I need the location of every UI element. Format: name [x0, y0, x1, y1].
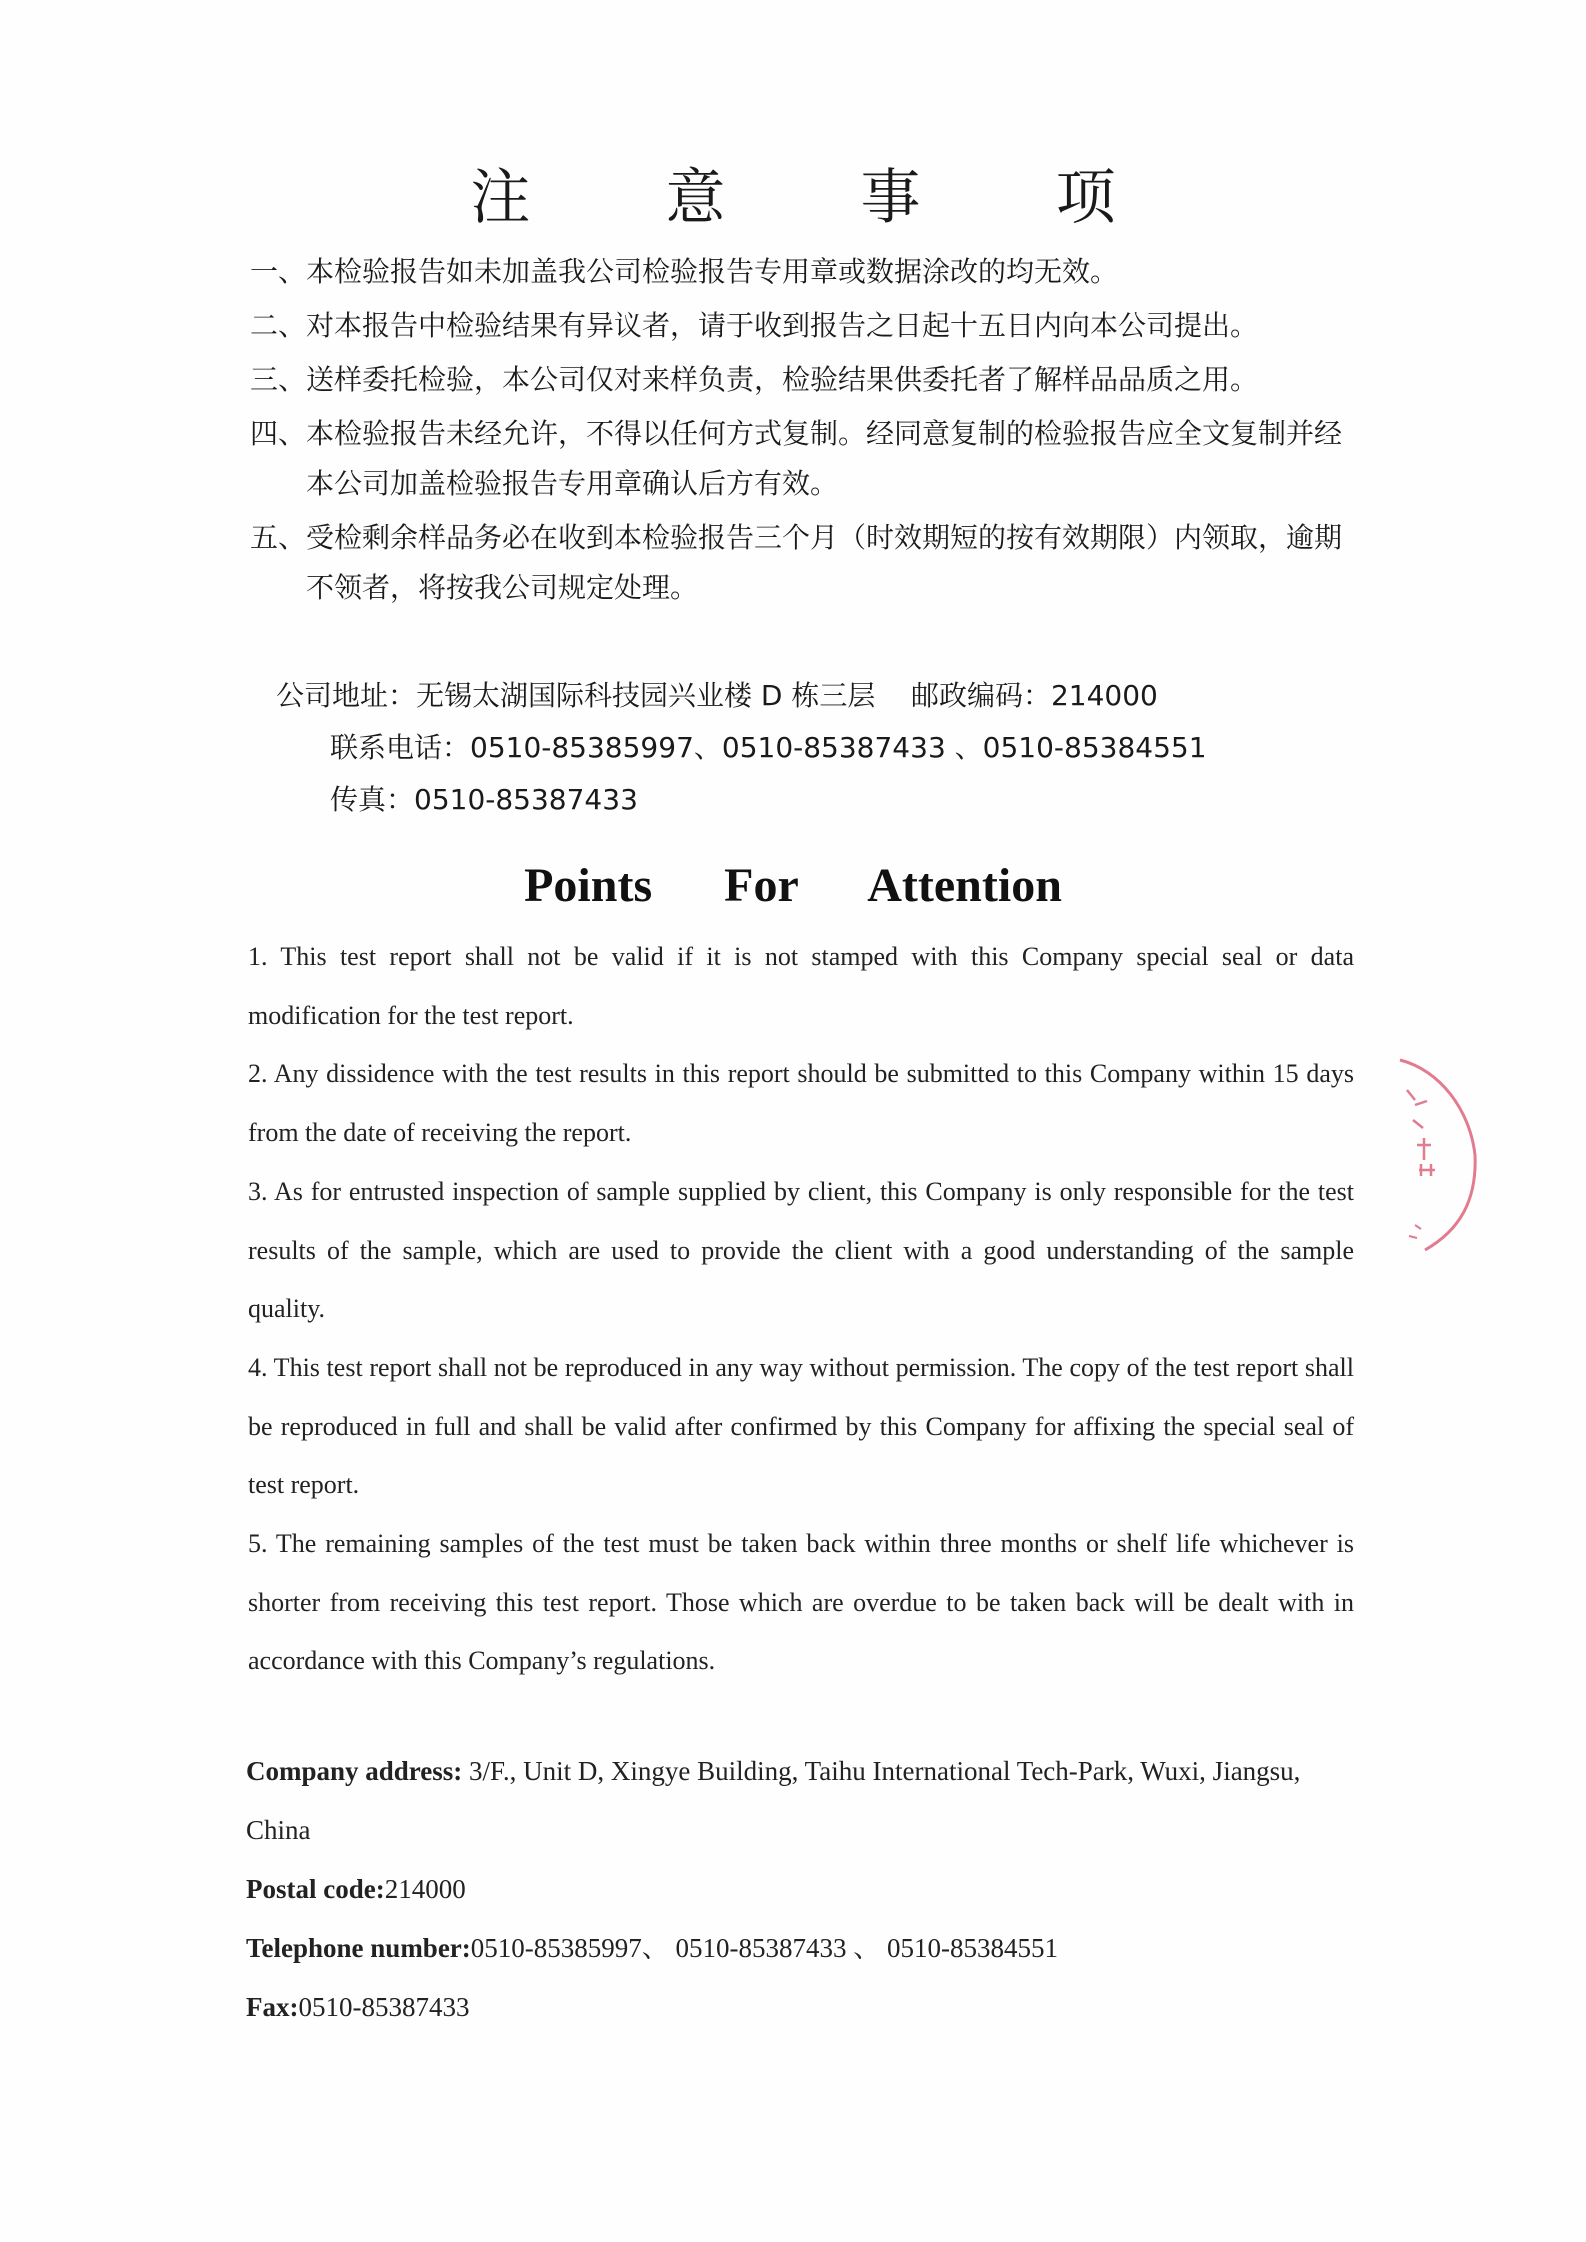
cn-notice-text: 受检剩余样品务必在收到本检验报告三个月（时效期短的按有效期限）内领取，逾期不领者，将按我公司规定处理。 — [306, 521, 1343, 604]
cn-fax-line: 传真：0510-85387433 — [330, 783, 638, 816]
en-fax-label: Fax: — [246, 1992, 299, 2022]
en-notice-item: 2. Any dissidence with the test results in this report should be submitted to this Company within 15 days from the date of receiving the report. — [248, 1059, 1354, 1148]
cn-notice-number: 二、 — [250, 309, 307, 342]
en-address — [246, 1742, 1356, 1860]
en-notice-item: 5. The remaining samples of the test must be taken back within three months or shelf life whichever is shorter from receiving this test report. Those which are overdue to be taken back will be dealt with in accordance with this Company’s regulations. — [248, 1529, 1354, 1676]
en-postal-label: Postal code: — [246, 1874, 385, 1904]
cn-notice-text: 本检验报告如未加盖我公司检验报告专用章或数据涂改的均无效。 — [306, 255, 1119, 288]
cn-notice-item — [250, 355, 1360, 405]
en-notice-item: 3. As for entrusted inspection of sample supplied by client, this Company is only responsible for the test results of the sample, which are used to provide the client with a good understanding of the sample quality. — [248, 1176, 1354, 1324]
cn-notice-item — [250, 409, 1360, 509]
cn-notice-number: 五、 — [250, 521, 307, 554]
en-notice-list — [248, 928, 1354, 1691]
cn-notice-text: 送样委托检验，本公司仅对来样负责，检验结果供委托者了解样品品质之用。 — [306, 363, 1259, 396]
cn-page-title: 注 意 事 项 — [470, 163, 1174, 233]
en-postal-code — [246, 1860, 1356, 1919]
en-address-label: Company address: — [246, 1756, 463, 1786]
en-phone-label: Telephone number: — [246, 1933, 471, 1963]
en-fax — [246, 1978, 1356, 2037]
cn-notice-item — [250, 247, 1360, 297]
cn-phone-line: 联系电话：0510-85385997、0510-85387433 、0510-85384551 — [330, 731, 1207, 764]
en-address-value: 3/F., Unit D, Xingye Building, Taihu International Tech-Park, Wuxi, Jiangsu, China — [246, 1756, 1301, 1845]
cn-notice-item — [250, 513, 1360, 613]
cn-notice-number: 三、 — [250, 363, 307, 396]
en-notice-item: 4. This test report shall not be reproduced in any way without permission. The copy of the test report shall be reproduced in full and shall be valid after confirmed by this Company for affixing the special seal of test report. — [248, 1352, 1354, 1500]
en-telephone — [246, 1919, 1356, 1978]
en-fax-value: 0510-85387433 — [298, 1992, 470, 2022]
cn-notice-number: 四、 — [250, 417, 307, 450]
cn-notice-item — [250, 301, 1360, 351]
cn-notice-text: 本检验报告未经允许，不得以任何方式复制。经同意复制的检验报告应全文复制并经本公司加盖检验报告专用章确认后方有效。 — [306, 417, 1343, 500]
en-contact-block — [246, 1742, 1356, 2037]
en-phone-value: 0510-85385997、 0510-85387433 、 0510-85384551 — [470, 1933, 1059, 1963]
cn-notice-text: 对本报告中检验结果有异议者，请于收到报告之日起十五日内向本公司提出。 — [306, 309, 1259, 342]
en-postal-value: 214000 — [384, 1874, 466, 1904]
en-notice-item: 1. This test report shall not be valid if it is not stamped with this Company special seal or data modification for the test report. — [248, 942, 1354, 1030]
cn-notice-number: 一、 — [250, 255, 307, 288]
cn-notice-list — [250, 247, 1360, 613]
seal-stamp-icon — [1395, 1050, 1485, 1260]
en-page-title: Points For Attention — [524, 859, 1062, 912]
cn-address-line: 公司地址：无锡太湖国际科技园兴业楼 D 栋三层 邮政编码：214000 — [276, 679, 1158, 712]
